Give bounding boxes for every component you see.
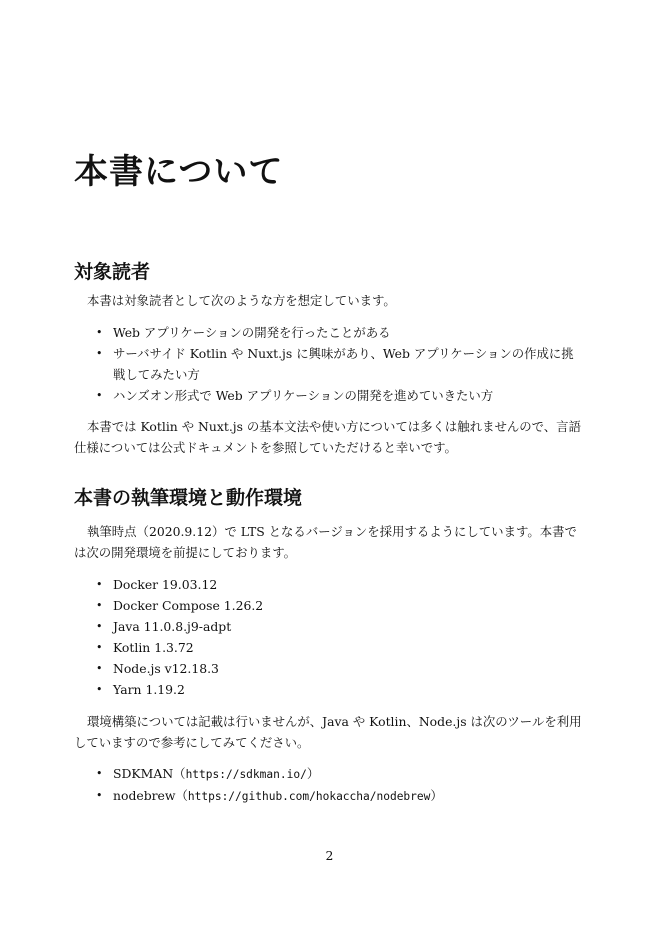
paren-close: ）: [306, 766, 320, 781]
list-item: [74, 616, 586, 637]
version-list: [74, 574, 586, 700]
list-item: [74, 343, 586, 385]
version-item-text: Yarn 1.19.2: [113, 682, 185, 697]
list-item: [74, 658, 586, 679]
version-item-text: Node.js v12.18.3: [113, 661, 219, 676]
tool-url-link[interactable]: https://sdkman.io/: [185, 768, 307, 781]
list-item: [74, 637, 586, 658]
section-target-readers: [74, 258, 586, 458]
list-item: [74, 785, 586, 807]
tool-url-link[interactable]: https://github.com/hokaccha/nodebrew: [187, 790, 431, 803]
list-item: [74, 322, 586, 343]
bullet-icon: •: [96, 326, 103, 339]
chapter-title: 本書について: [74, 152, 284, 192]
audience-note-paragraph: 本書では Kotlin や Nuxt.js の基本文法や使い方については多くは触れませんので、言語仕様については公式ドキュメントを参照していただけると幸いです。: [74, 419, 581, 455]
bullet-icon: •: [96, 641, 103, 654]
paren-close: ）: [430, 788, 443, 803]
bullet-icon: •: [96, 599, 103, 612]
bullet-icon: •: [96, 767, 103, 780]
list-item-text: ハンズオン形式で Web アプリケーションの開発を進めていきたい方: [113, 388, 494, 403]
tool-name: SDKMAN: [113, 766, 174, 781]
bullet-icon: •: [96, 347, 103, 360]
list-item: [74, 385, 586, 406]
bullet-icon: •: [96, 662, 103, 675]
tool-name: nodebrew: [113, 788, 176, 803]
version-item-text: Docker 19.03.12: [113, 577, 218, 592]
tool-list: [74, 763, 586, 807]
paren-open: （: [173, 766, 186, 781]
list-item: [74, 574, 586, 595]
audience-list: [74, 322, 586, 406]
bullet-icon: •: [96, 578, 103, 591]
version-item-text: Kotlin 1.3.72: [113, 640, 194, 655]
section-heading-environment: 本書の執筆環境と動作環境: [74, 487, 303, 509]
bullet-icon: •: [96, 389, 103, 402]
list-item-text: サーバサイド Kotlin や Nuxt.js に興味があり、Web アプリケーションの作成に挑戦してみたい方: [113, 346, 574, 382]
list-item: [74, 763, 586, 785]
section-heading-target-readers: 対象読者: [74, 261, 151, 283]
version-item-text: Docker Compose 1.26.2: [113, 598, 264, 613]
environment-intro-paragraph: 執筆時点（2020.9.12）で LTS となるバージョンを採用するようにしています。本書では次の開発環境を前提にしております。: [74, 524, 577, 560]
paren-open: （: [175, 788, 188, 803]
environment-note-paragraph: 環境構築については記載は行いませんが、Java や Kotlin、Node.js は次のツールを利用していますので参考にしてみてください。: [74, 714, 582, 750]
bullet-icon: •: [96, 789, 103, 802]
list-item: [74, 679, 586, 700]
list-item: [74, 595, 586, 616]
audience-intro-paragraph: 本書は対象読者として次のような方を想定しています。: [87, 293, 396, 308]
bullet-icon: •: [96, 620, 103, 633]
section-environment: [74, 484, 586, 807]
list-item-text: Web アプリケーションの開発を行ったことがある: [113, 325, 391, 340]
bullet-icon: •: [96, 683, 103, 696]
page-number: 2: [325, 848, 334, 863]
version-item-text: Java 11.0.8.j9-adpt: [113, 619, 232, 634]
